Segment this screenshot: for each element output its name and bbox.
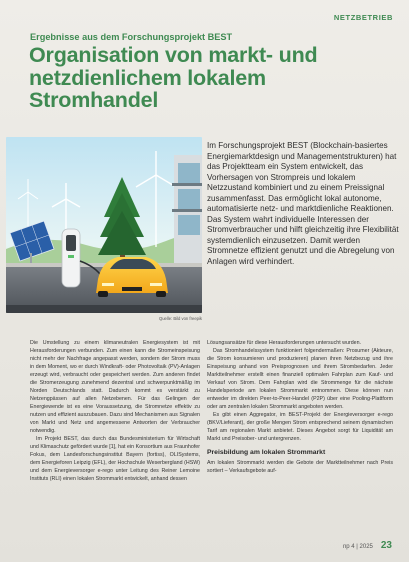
body-paragraph: Es gibt einen Aggregator, im BEST-Projekt der Energieversorger e-rego (BKV/Lieferant), der große Mengen Strom entsprechend seinem dynamischen Tarif am regionalen Markt anbietet. Dieses Angebot sorgt für Liquidität am Markt und Preisober- und untergrenzen. [207,412,393,442]
body-column-right [207,339,393,475]
electric-car-icon [96,257,168,297]
article-teaser: Im Forschungsprojekt BEST (Blockchain-basiertes Energiemarktdesign und Managementstrukturen) hat das Projektteam ein System entwickelt, das Vorhersagen von Strompreis und lokalem Netzzustand kombiniert und zu einem Preissignal zusammenfasst. Das ermöglicht lokal autonome, automatisierte netz- und marktdienliche Reaktionen. Das System wahrt individuelle Interessen der Stromverbraucher und hilft gleichzeitig ihre Flexibilität systemdienlich einzusetzen. Damit werden Stromnetze effizient genutzt und die Abregelung von Anlagen wird verhindert. [207,141,399,266]
body-paragraph: Am lokalen Strommarkt werden die Gebote der Marktteilnehmer nach Preis sortiert – Verkaufsgebote auf- [207,460,393,474]
section-tag: NETZBETRIEB [333,13,393,22]
body-paragraph: Lösungsansätze für diese Herausforderungen untersucht wurden. [207,340,362,346]
body-column-left [30,339,200,483]
hero-illustration [6,137,202,313]
body-paragraph: Das Stromhandelssystem funktioniert folgendermaßen: Prosumer (Akteure, die Strom konsumieren und produzieren) planen ihren Netzbezug und ihre Einspeisung anhand von Preisprognosen und ihrem Strombedarfen. Jeder Marktteilnehmer erstellt einen finanziell optimalen Fahrplan zum Kauf- und Verkauf von Strom. Dem Fahrplan wird die Strommenge für die nächste Handelsperiode am lokalen Strommarkt entnommen. Diese können nun entweder im direkten Peer-to-Peer-Handel (P2P) über eine Pooling-Plattform oder am zentralen lokalen Strommarkt angeboten werden. [207,348,393,410]
body-paragraph: Im Projekt BEST, das durch das Bundesministerium für Wirtschaft und Klimaschutz gefördert wurde [1], hat ein Konsortium aus Fraunhofer Fokus, dem Landesforschungsinstitut Bayern (fortiss), OLISystems, dem Energieforen Leipzig (EFL), der Hochschule Weserbergland (HSW) und dem Energieversorger e-rego unter Leitung des Reiner Lemoine Instituts (RLI) einen lokalen Strommarkt entwickelt, anhand dessen [30,436,200,482]
section-subheading: Preisbildung am lokalen Strommarkt [207,449,326,456]
article-title: Organisation von markt- und netzdienlichem lokalem Stromhandel [29,43,318,112]
issue-label: np 4 | 2025 [342,544,373,550]
body-paragraph: Die Umstellung zu einem klimaneutralen Energiesystem ist mit Herausforderungen verbunden. Zum einen kann die Stromeinspeisung nicht mehr der Nachfrage angepasst werden, sondern der Strom muss in dem Moment, wo er durch Windkraft- oder Photovoltaik (PV)-Anlagen erzeugt wird, verbraucht oder gespeichert werden. Zum anderen findet die Stromerzeugung zunehmend dezentral und schwerpunktmäßig im Norden Deutschlands statt. Dadurch kommt es verstärkt zu Netzengpässen auf allen Netzebenen. Für das Gelingen der Energiewende ist es eine Voraussetzung, die Stromnetze effektiv zu nutzen und effizient auszubauen. Dazu sind Mechanismen aus Signalen von Markt und Netz und angemessene Antworten der Verbraucher notwendig. [30,340,200,434]
hero-image [6,137,202,313]
page-number: 23 [380,540,392,551]
page-footer [343,540,392,551]
article-kicker: Ergebnisse aus dem Forschungsprojekt BEST [30,32,233,42]
image-credit: Quelle: Bild von freepik [158,316,202,321]
